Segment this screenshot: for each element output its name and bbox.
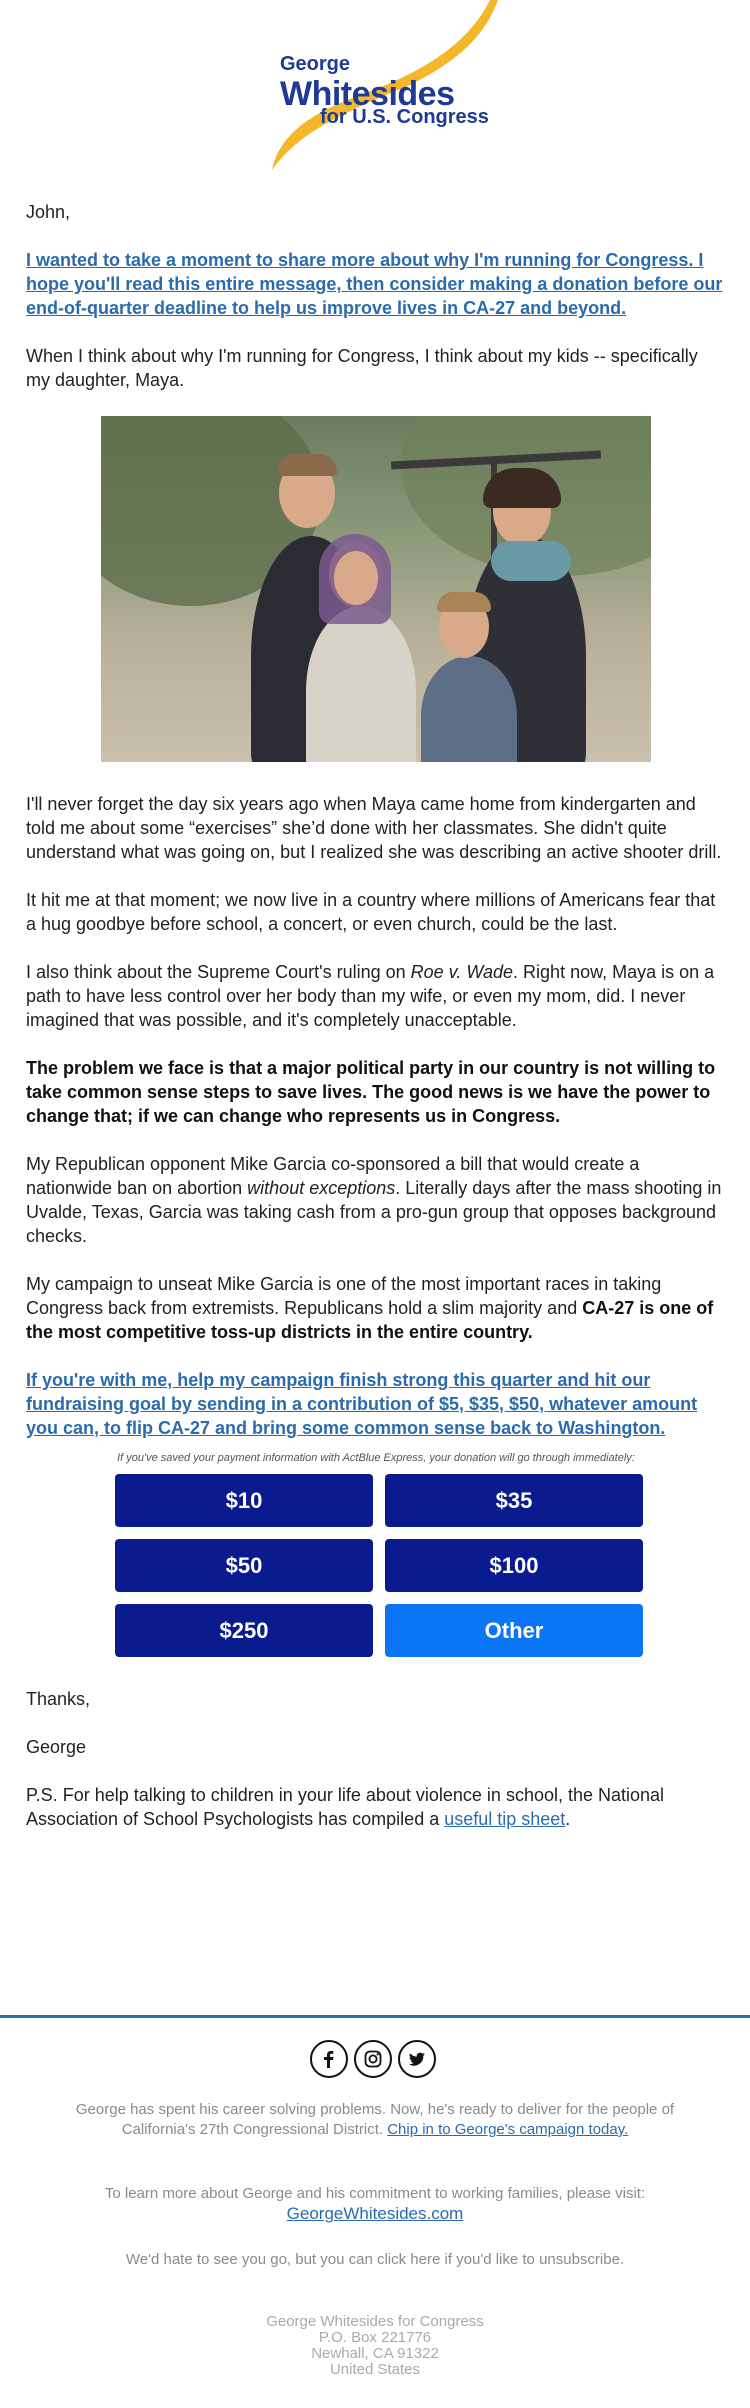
address-line-1: George Whitesides for Congress bbox=[266, 2313, 484, 2330]
donation-buttons bbox=[115, 1474, 637, 1657]
actblue-note: If you've saved your payment information with ActBlue Express, your donation will go through immediately: bbox=[117, 1452, 635, 1464]
address-line-2: P.O. Box 221776 bbox=[318, 2329, 432, 2346]
roe-paragraph bbox=[26, 960, 726, 1032]
facebook-icon[interactable] bbox=[310, 2040, 348, 2078]
donate-35-button[interactable]: $35 bbox=[385, 1474, 643, 1527]
mailing-address bbox=[70, 2314, 680, 2378]
cta-paragraph bbox=[26, 1368, 726, 1440]
closing-signature: George bbox=[26, 1737, 87, 1757]
drill-paragraph: I'll never forget the day six years ago when Maya came home from kindergarten and told me about some “exercises” she’d done with her classmates. She didn't quite understand what was going on, but I realized she was describing an active shooter drill. bbox=[26, 794, 722, 862]
donate-other-button[interactable]: Other bbox=[385, 1604, 643, 1657]
footer-learn-more bbox=[70, 2184, 680, 2225]
footer-divider bbox=[0, 2015, 750, 2018]
ps-paragraph bbox=[26, 1783, 726, 1831]
footer-blurb bbox=[70, 2100, 680, 2140]
hug-paragraph: It hit me at that moment; we now live in a country where millions of Americans fear that a hug goodbye before school, a concert, or even church, could be the last. bbox=[26, 890, 716, 934]
logo-subtitle: for U.S. Congress bbox=[320, 106, 489, 128]
campaign-bold-text: CA-27 is one of the most competitive toss-up districts in the entire country. bbox=[26, 1298, 714, 1342]
garcia-emphasis: without exceptions bbox=[247, 1178, 396, 1198]
ps-text: P.S. For help talking to children in your life about violence in school, the National Association of School Psychologists has compiled a bbox=[26, 1785, 665, 1829]
roe-case-name: Roe v. Wade bbox=[410, 962, 514, 982]
family-photo bbox=[101, 416, 651, 762]
greeting: John, bbox=[26, 202, 71, 222]
donate-50-button[interactable]: $50 bbox=[115, 1539, 373, 1592]
cta-donate-link[interactable]: If you're with me, help my campaign finish strong this quarter and hit our fundraising goal by sending in a contribution of $5, $35, $50, whatever amount you can, to flip CA-27 and bring some common sense back to Washington. bbox=[26, 1370, 698, 1438]
twitter-icon[interactable] bbox=[398, 2040, 436, 2078]
problem-paragraph: The problem we face is that a major political party in our country is not willing to take common sense steps to save lives. The good news is we have the power to change that; if we can change who represents us in Congress. bbox=[26, 1058, 716, 1126]
intro-paragraph bbox=[26, 248, 726, 320]
campaign-logo[interactable] bbox=[240, 0, 510, 180]
kids-paragraph: When I think about why I'm running for Congress, I think about my kids -- specifically my daughter, Maya. bbox=[26, 346, 698, 390]
social-links bbox=[310, 2040, 436, 2078]
footer-blurb-text: George has spent his career solving problems. Now, he's ready to deliver for the people of California's 27th Congressional District. bbox=[75, 2101, 675, 2138]
website-link[interactable]: GeorgeWhitesides.com bbox=[286, 2204, 464, 2223]
intro-donate-link[interactable]: I wanted to take a moment to share more about why I'm running for Congress. I hope you'll read this entire message, then consider making a donation before our end-of-quarter deadline to help us improve lives in CA-27 and beyond. bbox=[26, 250, 723, 318]
unsubscribe-text[interactable]: We'd hate to see you go, but you can click here if you'd like to unsubscribe. bbox=[125, 2251, 625, 2268]
donate-250-button[interactable]: $250 bbox=[115, 1604, 373, 1657]
instagram-icon[interactable] bbox=[354, 2040, 392, 2078]
garcia-paragraph bbox=[26, 1152, 726, 1248]
address-line-4: United States bbox=[329, 2361, 421, 2378]
address-line-3: Newhall, CA 91322 bbox=[311, 2345, 439, 2362]
roe-text-start: I also think about the Supreme Court's ruling on bbox=[26, 962, 411, 982]
garcia-text-start: My Republican opponent Mike Garcia co-sponsored a bill that would create a nationwide ban on abortion bbox=[26, 1154, 640, 1198]
footer-chip-in-link[interactable]: Chip in to George's campaign today. bbox=[387, 2121, 629, 2138]
garcia-text-end: . Literally days after the mass shooting in Uvalde, Texas, Garcia was taking cash from a pro-gun group that opposes background checks. bbox=[26, 1178, 722, 1246]
campaign-text: My campaign to unseat Mike Garcia is one of the most important races in taking Congress back from extremists. Republicans hold a slim majority and bbox=[26, 1274, 662, 1318]
logo-last-name: Whitesides bbox=[280, 75, 455, 113]
email-body bbox=[26, 200, 726, 1855]
donate-100-button[interactable]: $100 bbox=[385, 1539, 643, 1592]
campaign-paragraph bbox=[26, 1272, 726, 1344]
footer-learn-text: To learn more about George and his commitment to working families, please visit: bbox=[104, 2185, 646, 2202]
donate-10-button[interactable]: $10 bbox=[115, 1474, 373, 1527]
roe-text-end: . Right now, Maya is on a path to have less control over her body than my wife, or even my mom, did. I never imagined that was possible, and it's completely unacceptable. bbox=[26, 962, 715, 1030]
logo-first-name: George bbox=[280, 53, 351, 75]
ps-text-end: . bbox=[565, 1809, 571, 1829]
closing-thanks: Thanks, bbox=[26, 1689, 91, 1709]
tip-sheet-link[interactable]: useful tip sheet bbox=[444, 1809, 566, 1829]
